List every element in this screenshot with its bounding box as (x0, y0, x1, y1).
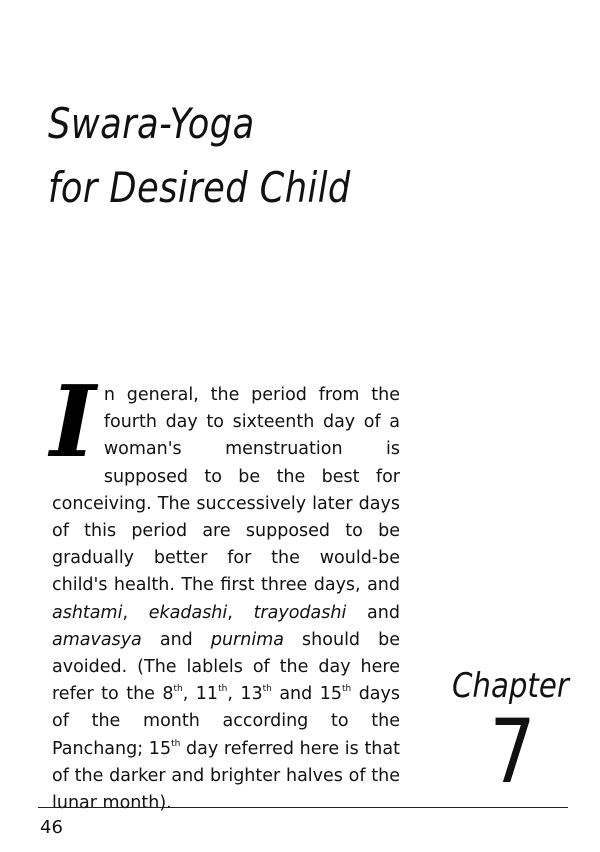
chapter-title-line-2: for Desired Child (48, 163, 351, 212)
text-run: , 11 (182, 684, 219, 705)
chapter-label: Chapter (452, 666, 569, 706)
italic-term: purnima (210, 629, 284, 650)
ordinal-suffix: th (342, 684, 352, 695)
text-run: n general, the period from the fourth day to sixteenth day of a woman's menstruation is supposed to be the best for conceiving. The successively later days of this period are supposed to be gradually better for the would-be child's health. The first three days, and (52, 385, 400, 596)
chapter-number: 7 (489, 700, 536, 803)
text-run: should be avoided. (The lablels of the day here refer to the 8 (52, 629, 400, 705)
ordinal-suffix: th (171, 738, 181, 749)
italic-term: ashtami (52, 602, 123, 623)
italic-term: ekadashi (148, 602, 228, 623)
text-run: day referred here is that of the darker and brighter halves of the lunar month). (52, 738, 400, 814)
text-run: , (227, 602, 254, 623)
body-paragraph (50, 365, 401, 817)
footer-rule (38, 807, 568, 808)
ordinal-suffix: th (218, 684, 228, 695)
chapter-title-line-1: Swara-Yoga (48, 99, 255, 148)
italic-term: amavasya (52, 629, 142, 650)
text-run: and 15 (271, 684, 342, 705)
paragraph-text (50, 365, 401, 817)
text-run: days of the month according to the Panchang; 15 (52, 684, 401, 759)
drop-cap: I (50, 365, 96, 480)
text-run: and (346, 602, 400, 623)
text-run: , 13 (227, 684, 263, 705)
page-number: 46 (40, 817, 63, 838)
chapter-title (48, 92, 351, 220)
ordinal-suffix: th (173, 684, 183, 695)
ordinal-suffix: th (262, 684, 272, 695)
italic-term: trayodashi (253, 602, 347, 623)
text-run: , (122, 602, 149, 623)
text-run: and (141, 629, 211, 650)
